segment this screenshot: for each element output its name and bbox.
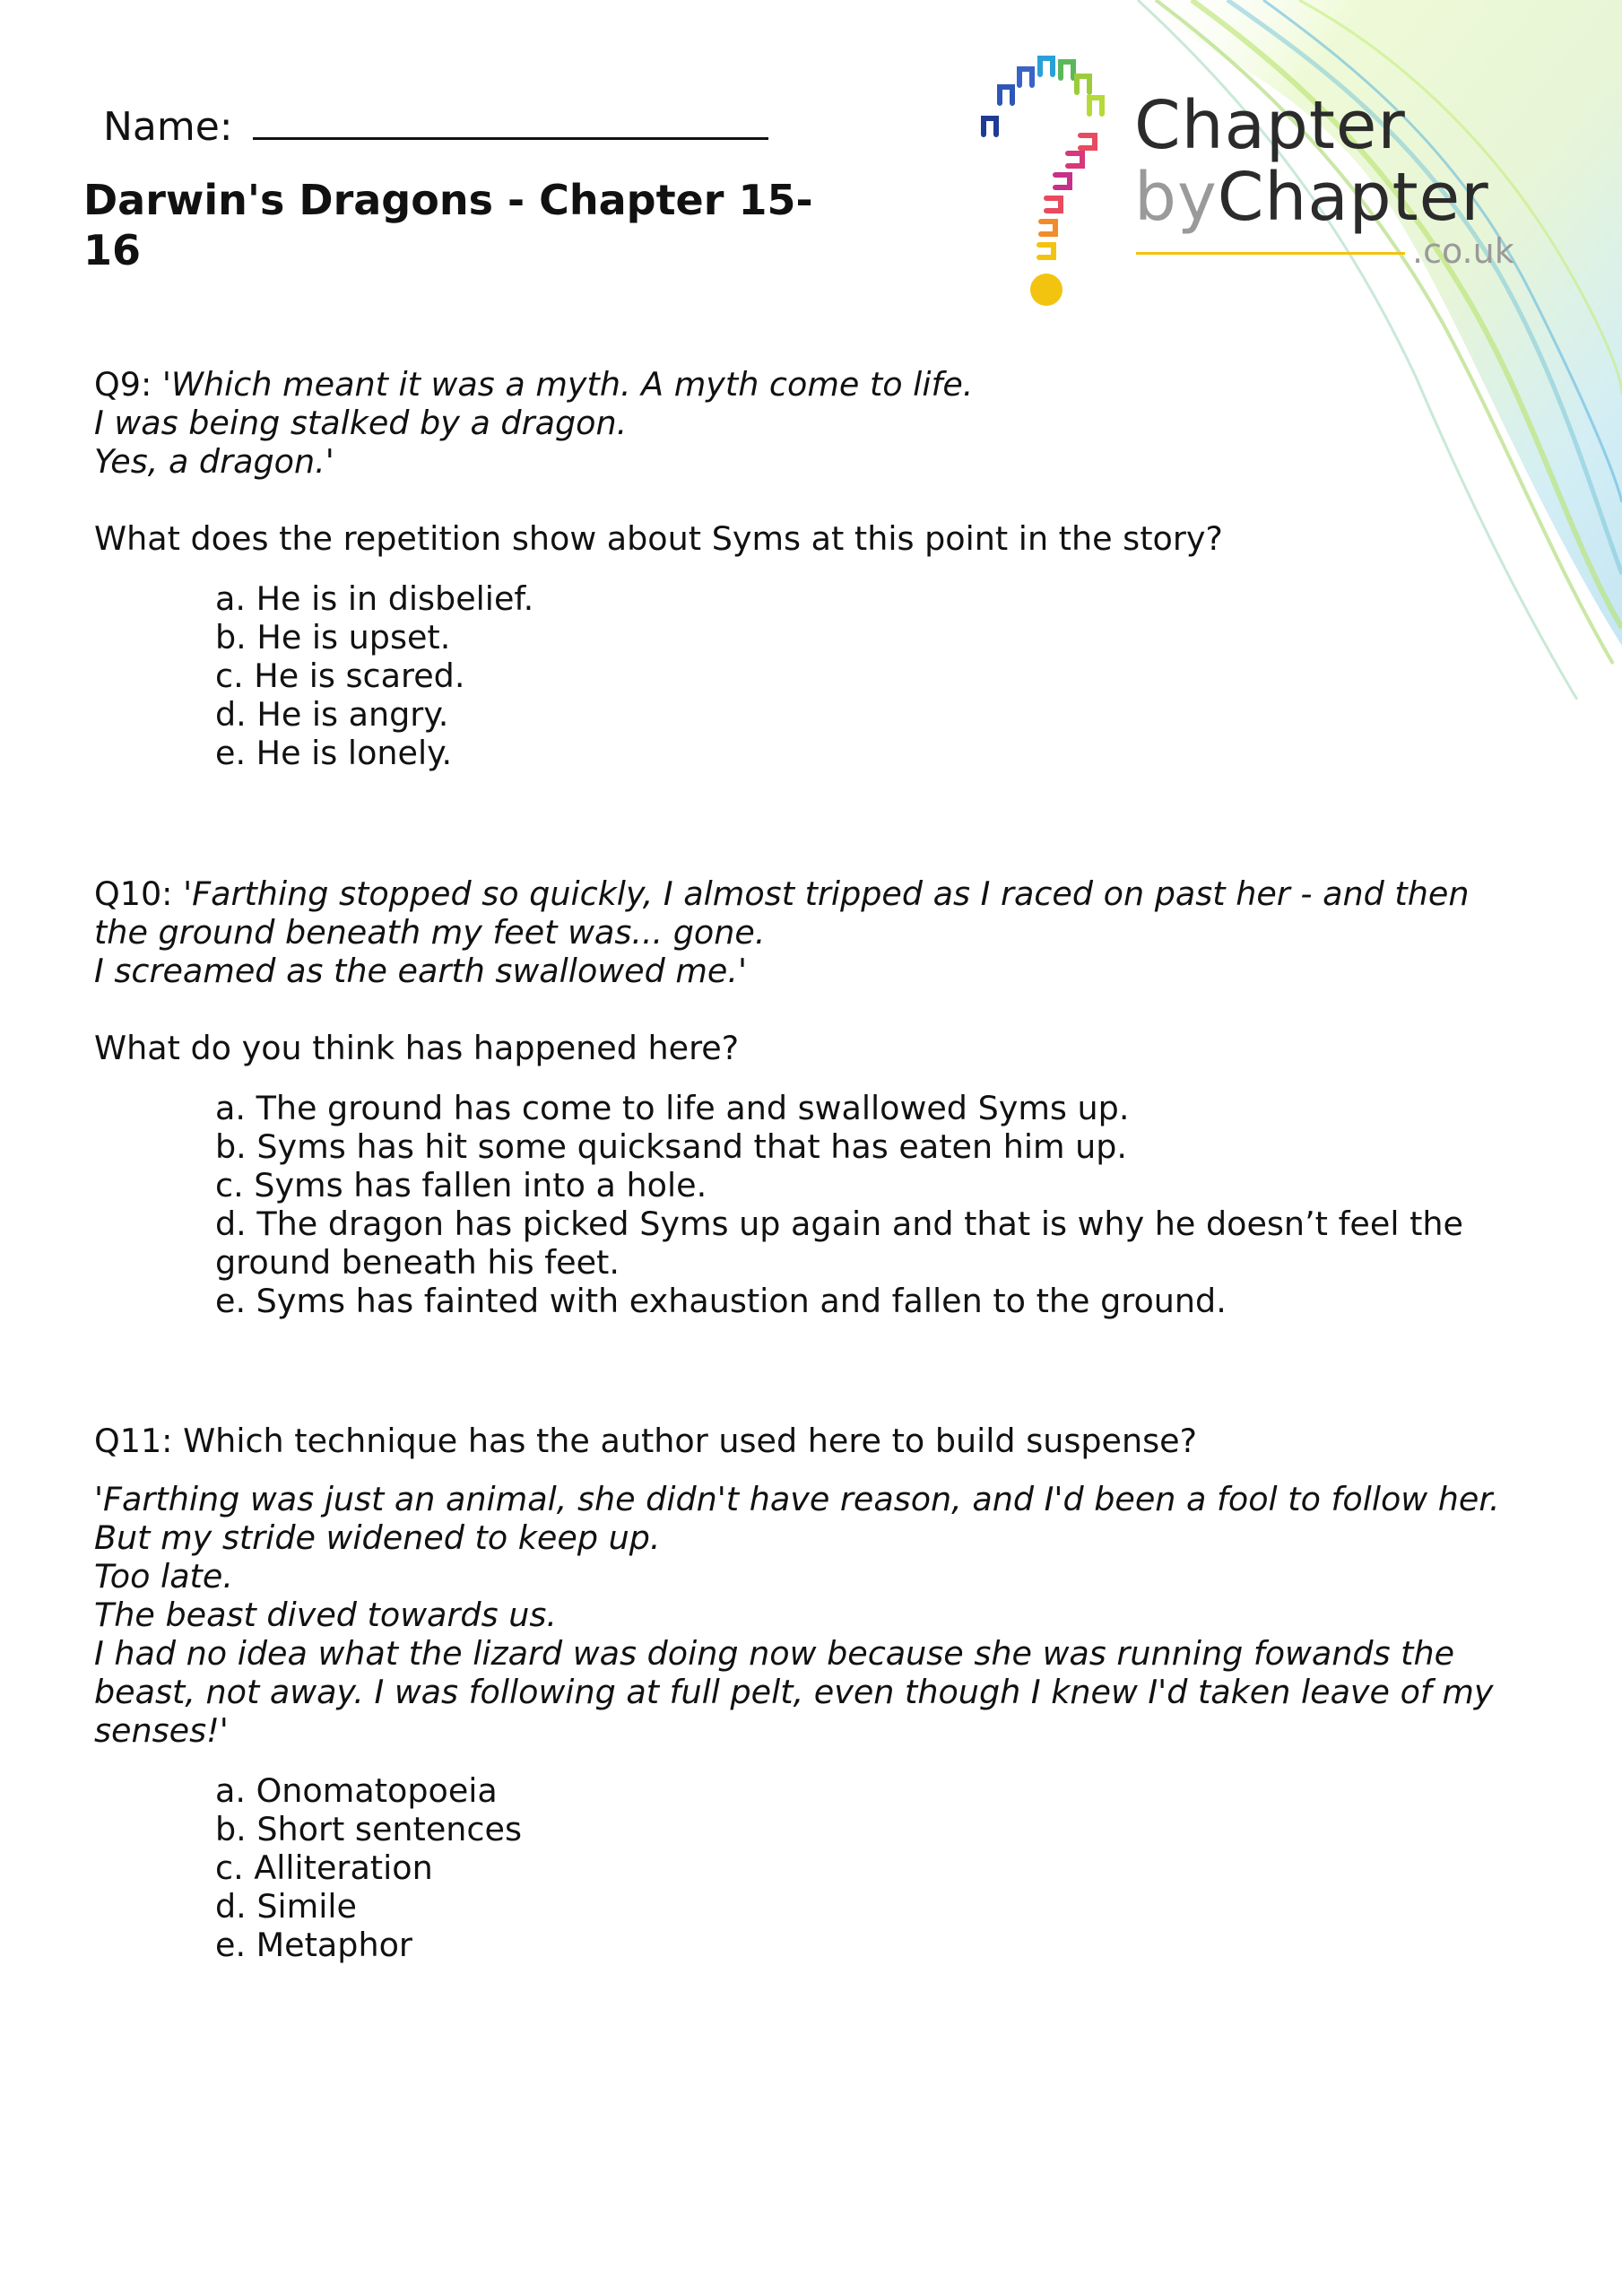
answer-option[interactable]: d. He is angry.	[215, 695, 449, 734]
answer-options	[215, 1771, 1511, 1964]
logo-word-chapter: Chapter	[1134, 87, 1406, 164]
question-label: Q10:	[94, 874, 173, 913]
chapter-by-chapter-logo	[964, 49, 1538, 318]
answer-option[interactable]: a. He is in disbelief.	[215, 579, 534, 618]
answer-option[interactable]: e. Syms has fainted with exhaustion and fallen to the ground.	[215, 1282, 1227, 1320]
answer-option[interactable]: b. Syms has hit some quicksand that has eaten him up.	[215, 1127, 1128, 1166]
page-title: Darwin's Dragons - Chapter 15-16	[83, 176, 813, 274]
quote-line: I was being stalked by a dragon.	[94, 404, 628, 442]
name-blank-line[interactable]	[253, 94, 768, 140]
answer-option[interactable]: a. The ground has come to life and swallowed Syms up.	[215, 1089, 1130, 1127]
logo-rule	[1136, 252, 1405, 255]
question-label: Q9:	[94, 365, 152, 404]
answer-option[interactable]: c. Alliteration	[215, 1848, 433, 1887]
quote-line: But my stride widened to keep up.	[94, 1518, 661, 1557]
question-quote	[94, 365, 1511, 404]
quote-line: 'Farthing was just an animal, she didn't have reason, and I'd been a fool to follow her.	[94, 1480, 1500, 1518]
logo-tld: .co.uk	[1412, 231, 1514, 271]
question-label: Q11:	[94, 1422, 173, 1460]
answer-option[interactable]: b. He is upset.	[215, 618, 451, 657]
quote-line: I had no idea what the lizard was doing now because she was running fowands the	[94, 1634, 1455, 1673]
quote-line: The beast dived towards us.	[94, 1596, 557, 1634]
quote-line: senses!'	[94, 1711, 229, 1750]
answer-option[interactable]: e. Metaphor	[215, 1926, 412, 1964]
quote-line: 'Which meant it was a myth. A myth come to life.	[161, 365, 974, 404]
logo-wordmark	[1134, 87, 1514, 271]
quote-line: Yes, a dragon.'	[94, 442, 334, 481]
question-quote	[94, 1480, 1511, 1750]
quote-line: I screamed as the earth swallowed me.'	[94, 952, 748, 990]
answer-option[interactable]: d. The dragon has picked Syms up again and that is why he doesn’t feel the ground beneath his feet.	[215, 1205, 1463, 1282]
name-row	[103, 94, 768, 150]
answer-option[interactable]: b. Short sentences	[215, 1810, 522, 1848]
question-quote	[94, 874, 1511, 913]
quote-line: 'Farthing stopped so quickly, I almost tripped as I raced on past her - and then	[183, 874, 1470, 913]
book-arc-icon	[964, 49, 1134, 318]
quote-line: beast, not away. I was following at full pelt, even though I knew I'd taken leave of my	[94, 1673, 1494, 1711]
question-q10	[94, 874, 1511, 1320]
answer-option[interactable]: c. He is scared.	[215, 657, 465, 695]
answer-options	[215, 1089, 1578, 1320]
answer-option[interactable]: c. Syms has fallen into a hole.	[215, 1166, 707, 1205]
question-prompt: Q11: Which technique has the author used here to build suspense?	[94, 1422, 1197, 1460]
answer-options	[215, 579, 1511, 772]
answer-option[interactable]: e. He is lonely.	[215, 734, 453, 772]
question-q11	[94, 1422, 1511, 1964]
question-prompt: What does the repetition show about Syms at this point in the story?	[94, 519, 1223, 558]
quote-line: Too late.	[94, 1557, 233, 1596]
question-prompt: What do you think has happened here?	[94, 1029, 740, 1067]
logo-word-bychapter: byChapter	[1134, 159, 1489, 236]
answer-option[interactable]: d. Simile	[215, 1887, 357, 1926]
answer-option[interactable]: a. Onomatopoeia	[215, 1771, 498, 1810]
name-label: Name:	[103, 104, 233, 150]
quote-line: the ground beneath my feet was... gone.	[94, 913, 766, 952]
question-q9	[94, 365, 1511, 772]
